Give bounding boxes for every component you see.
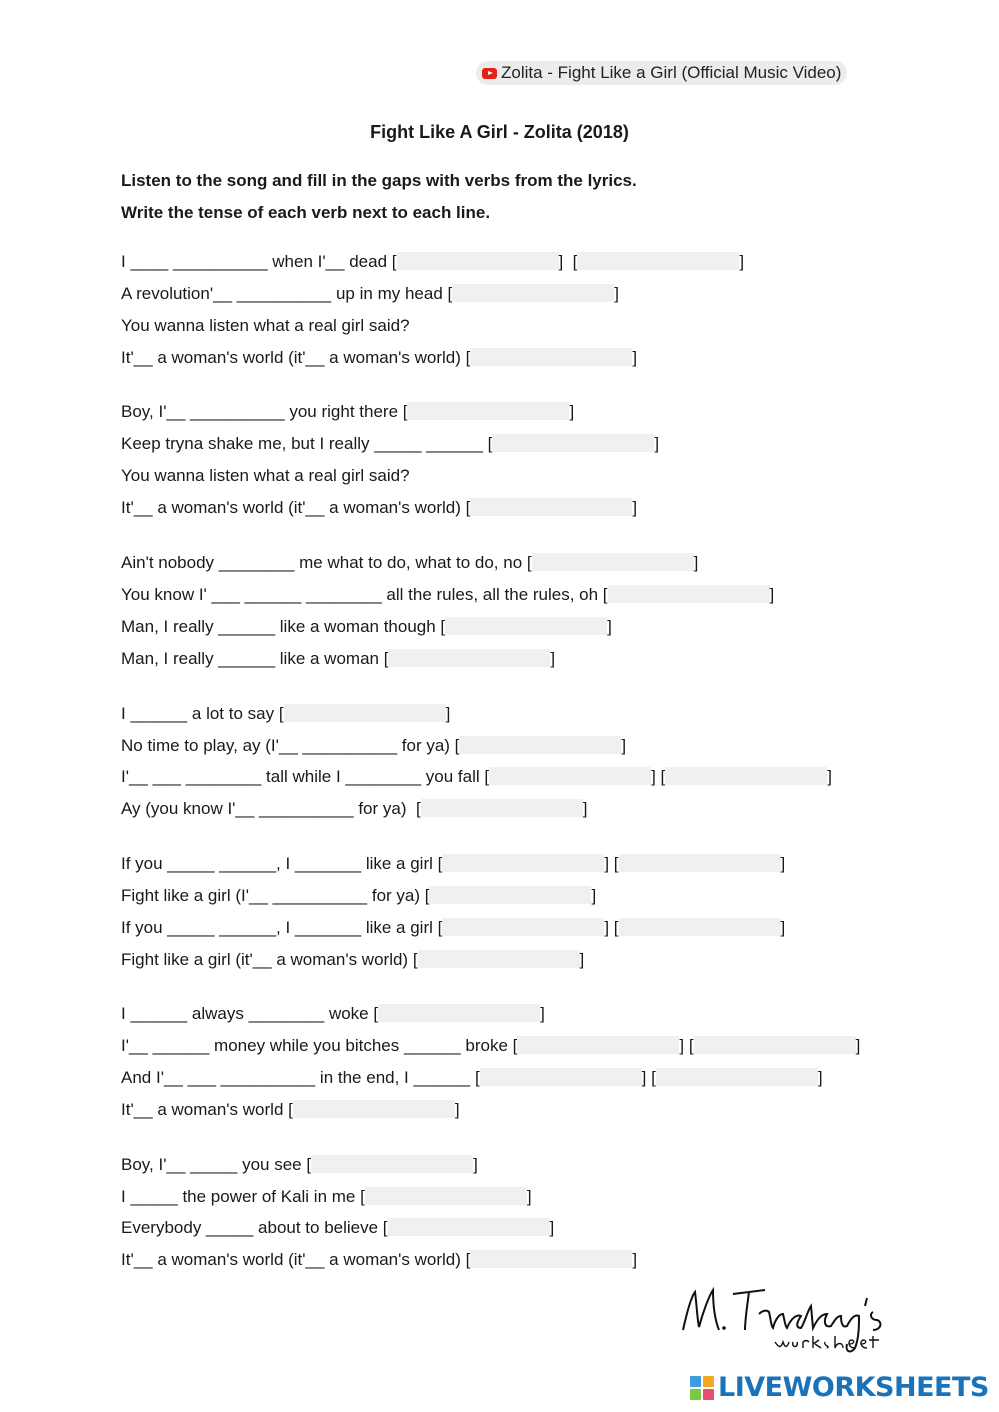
- lyric-line: [121, 615, 612, 639]
- lyric-text: ]: [621, 736, 627, 755]
- lyric-text: Ain't nobody ________ me what to do, what to do, no [: [121, 553, 532, 572]
- lyric-text: ]: [827, 767, 832, 786]
- lyric-text: ]: [540, 1004, 545, 1023]
- lyric-line: [121, 1098, 460, 1122]
- lyric-text: I'__ ______ money while you bitches ______ broke [: [121, 1036, 518, 1055]
- lyric-text: Fight like a girl (it'__ a woman's world) [: [121, 950, 418, 969]
- lyric-line: [121, 464, 410, 488]
- lyric-text: ]: [579, 950, 585, 969]
- lyric-text: ]: [780, 918, 786, 937]
- lyric-text: ]: [693, 553, 699, 572]
- tense-answer-box[interactable]: [608, 585, 770, 603]
- tense-answer-box[interactable]: [397, 252, 559, 270]
- lyric-text: ]: [614, 284, 619, 303]
- lyric-text: ]: [591, 886, 597, 905]
- lyric-text: ] [: [558, 252, 578, 271]
- lyric-text: ] [: [679, 1036, 694, 1055]
- lyric-line: [121, 346, 637, 370]
- lyric-line: [121, 250, 744, 274]
- lyric-line: [121, 314, 410, 338]
- lyric-text: Boy, I'__ __________ you right there [: [121, 402, 408, 421]
- youtube-video-link[interactable]: [476, 61, 847, 85]
- lyric-text: It'__ a woman's world (it'__ a woman's world) [: [121, 348, 471, 367]
- lyric-text: I'__ ___ ________ tall while I ________ you fall [: [121, 767, 490, 786]
- lyric-text: Everybody _____ about to believe [: [121, 1218, 388, 1237]
- tense-answer-box[interactable]: [429, 886, 591, 904]
- lyric-text: ]: [632, 348, 638, 367]
- tense-answer-box[interactable]: [388, 1218, 550, 1236]
- tense-answer-box[interactable]: [480, 1068, 642, 1086]
- lyric-line: [121, 702, 450, 726]
- lyric-text: ]: [739, 252, 745, 271]
- lyric-text: Ay (you know I'__ __________ for ya) [: [121, 799, 421, 818]
- lyric-text: A revolution'__ __________ up in my head [: [121, 284, 453, 303]
- lyric-text: Man, I really ______ like a woman [: [121, 649, 389, 668]
- lyric-line: [121, 916, 785, 940]
- liveworksheets-icon: [690, 1376, 714, 1400]
- lyric-line: [121, 282, 619, 306]
- tense-answer-box[interactable]: [619, 854, 781, 872]
- lyric-line: [121, 551, 698, 575]
- tense-answer-box[interactable]: [694, 1036, 856, 1054]
- tense-answer-box[interactable]: [517, 1036, 679, 1054]
- lyric-line: [121, 1002, 545, 1026]
- tense-answer-box[interactable]: [445, 617, 607, 635]
- lyric-text: I ____ __________ when I'__ dead [: [121, 252, 397, 271]
- lyric-line: [121, 647, 555, 671]
- lyric-line: [121, 734, 626, 758]
- lyric-line: [121, 1248, 637, 1272]
- lyric-text: ]: [607, 617, 612, 636]
- instruction-line-1: Listen to the song and fill in the gaps with verbs from the lyrics.: [121, 171, 637, 190]
- lyric-text: ]: [632, 498, 638, 517]
- tense-answer-box[interactable]: [418, 950, 580, 968]
- lyric-text: ]: [654, 434, 660, 453]
- lyric-text: ] [: [604, 854, 619, 873]
- lyric-line: [121, 884, 596, 908]
- tense-answer-box[interactable]: [293, 1100, 455, 1118]
- tense-answer-box[interactable]: [470, 348, 632, 366]
- tense-answer-box[interactable]: [452, 284, 614, 302]
- lyric-line: [121, 496, 637, 520]
- tense-answer-box[interactable]: [492, 434, 654, 452]
- lyric-line: [121, 1066, 823, 1090]
- tense-answer-box[interactable]: [442, 918, 604, 936]
- lyric-line: [121, 797, 587, 821]
- lyric-line: [121, 1216, 554, 1240]
- lyric-line: [121, 432, 659, 456]
- instruction-line-2: Write the tense of each verb next to each line.: [121, 203, 491, 222]
- lyric-text: ]: [769, 585, 775, 604]
- tense-answer-box[interactable]: [365, 1187, 527, 1205]
- lyric-line: [121, 1185, 532, 1209]
- lyric-text: It'__ a woman's world [: [121, 1100, 293, 1119]
- lyric-text: ]: [569, 402, 575, 421]
- lyric-text: No time to play, ay (I'__ __________ for ya) [: [121, 736, 460, 755]
- youtube-video-label: Zolita - Fight Like a Girl (Official Music Video): [501, 63, 842, 82]
- lyric-text: ]: [817, 1068, 823, 1087]
- lyric-text: Man, I really ______ like a woman though [: [121, 617, 446, 636]
- tense-answer-box[interactable]: [532, 553, 694, 571]
- tense-answer-box[interactable]: [378, 1004, 540, 1022]
- lyric-text: ] [: [651, 767, 666, 786]
- worksheet-title: Fight Like A Girl - Zolita (2018): [370, 122, 629, 142]
- tense-answer-box[interactable]: [421, 799, 583, 817]
- liveworksheets-logo: [690, 1372, 989, 1403]
- tense-answer-box[interactable]: [442, 854, 604, 872]
- signature-graphic: [675, 1282, 935, 1362]
- lyric-text: Boy, I'__ _____ you see [: [121, 1155, 312, 1174]
- lyric-text: ] [: [641, 1068, 656, 1087]
- liveworksheets-wordmark: LIVEWORKSHEETS: [718, 1372, 989, 1403]
- tense-answer-box[interactable]: [470, 498, 632, 516]
- tense-answer-box[interactable]: [619, 918, 781, 936]
- lyric-line: [121, 400, 574, 424]
- lyric-text: ]: [550, 649, 556, 668]
- tense-answer-box[interactable]: [459, 736, 621, 754]
- lyric-text: You wanna listen what a real girl said?: [121, 466, 410, 485]
- lyric-text: And I'__ ___ __________ in the end, I ______ [: [121, 1068, 480, 1087]
- tense-answer-box[interactable]: [470, 1250, 632, 1268]
- tense-answer-box[interactable]: [311, 1155, 473, 1173]
- lyric-line: [121, 583, 774, 607]
- lyric-text: ] [: [604, 918, 619, 937]
- tense-answer-box[interactable]: [407, 402, 569, 420]
- lyric-text: It'__ a woman's world (it'__ a woman's world) [: [121, 498, 471, 517]
- lyric-line: [121, 1153, 478, 1177]
- lyric-text: Keep tryna shake me, but I really _____ ______ [: [121, 434, 493, 453]
- lyric-text: I ______ always ________ woke [: [121, 1004, 379, 1023]
- lyric-text: You wanna listen what a real girl said?: [121, 316, 410, 335]
- lyric-text: I _____ the power of Kali in me [: [121, 1187, 365, 1206]
- lyric-text: ]: [780, 854, 786, 873]
- tense-answer-box[interactable]: [489, 767, 651, 785]
- tense-answer-box[interactable]: [577, 252, 739, 270]
- lyric-text: ]: [582, 799, 588, 818]
- lyric-text: ]: [445, 704, 451, 723]
- lyric-text: ]: [473, 1155, 478, 1174]
- lyric-text: ]: [855, 1036, 861, 1055]
- lyric-text: Fight like a girl (I'__ __________ for ya) [: [121, 886, 430, 905]
- lyric-text: ]: [632, 1250, 638, 1269]
- lyric-text: ]: [526, 1187, 532, 1206]
- lyric-text: You know I' ___ ______ ________ all the rules, all the rules, oh [: [121, 585, 608, 604]
- tense-answer-box[interactable]: [388, 649, 550, 667]
- tense-answer-box[interactable]: [284, 704, 446, 722]
- lyric-text: ]: [549, 1218, 555, 1237]
- tense-answer-box[interactable]: [665, 767, 827, 785]
- lyric-line: [121, 948, 584, 972]
- lyric-text: If you _____ ______, I _______ like a girl [: [121, 854, 443, 873]
- youtube-play-icon: [482, 68, 497, 79]
- lyric-line: [121, 765, 832, 789]
- lyric-text: If you _____ ______, I _______ like a girl [: [121, 918, 443, 937]
- lyric-text: I ______ a lot to say [: [121, 704, 284, 723]
- lyric-line: [121, 852, 785, 876]
- lyric-text: It'__ a woman's world (it'__ a woman's world) [: [121, 1250, 471, 1269]
- tense-answer-box[interactable]: [656, 1068, 818, 1086]
- lyric-text: ]: [454, 1100, 460, 1119]
- lyric-line: [121, 1034, 860, 1058]
